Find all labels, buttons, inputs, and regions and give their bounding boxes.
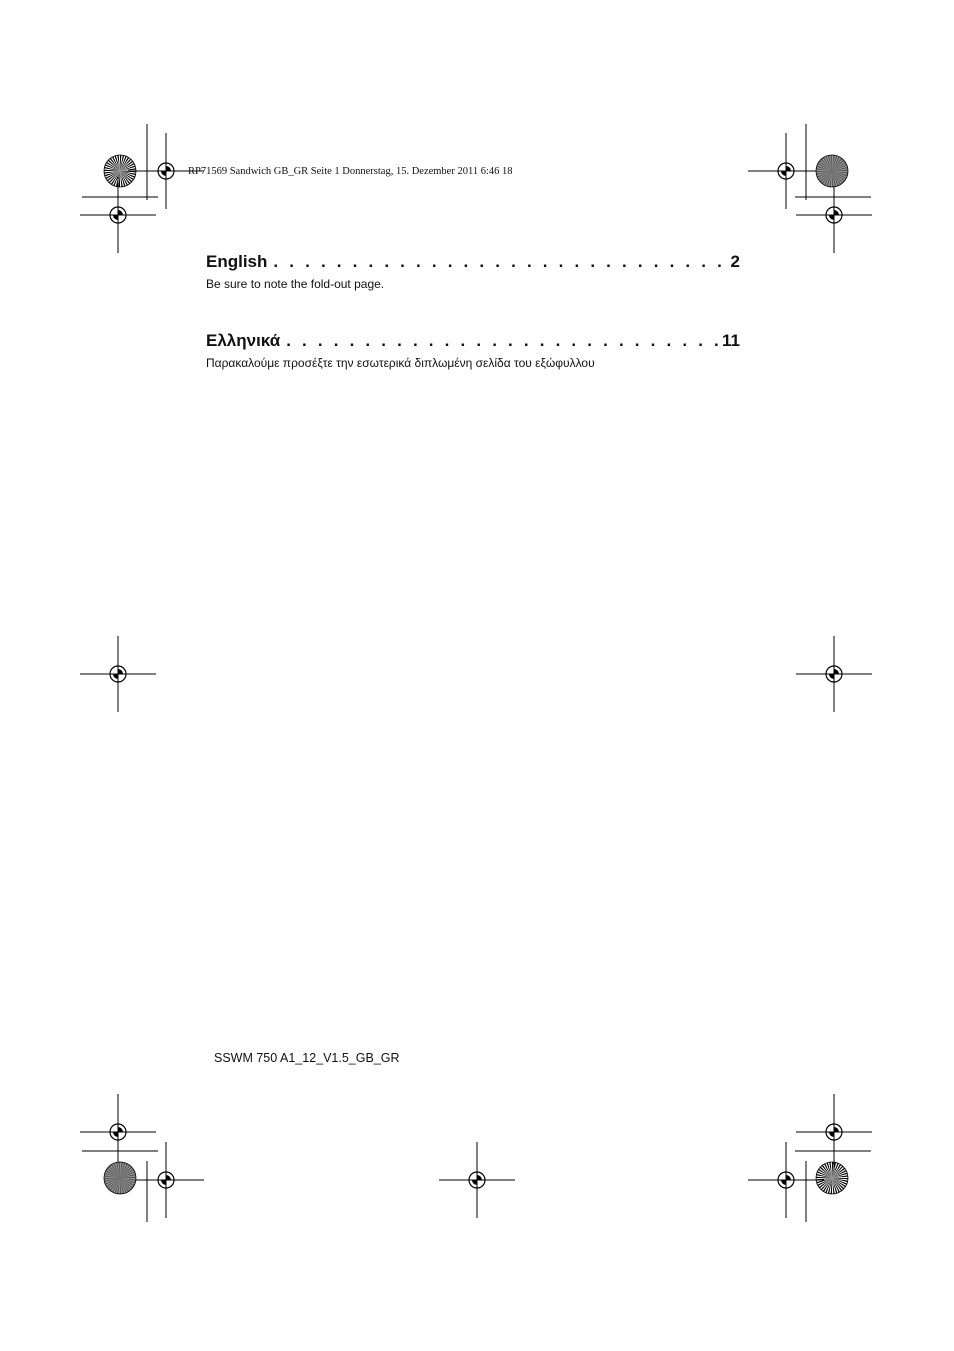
- toc-leader-dots: [273, 252, 726, 272]
- registration-mark-icon: [80, 177, 156, 253]
- registration-mark-icon: [80, 133, 872, 1218]
- toc-leader-dots: [286, 331, 718, 351]
- toc-entry-english: [206, 252, 740, 291]
- color-target-icon: [816, 155, 848, 187]
- registration-mark-icon: [439, 1142, 515, 1218]
- registration-mark-icon: [796, 177, 872, 253]
- color-target-icon: [816, 1162, 848, 1194]
- document-code: SSWM 750 A1_12_V1.5_GB_GR: [214, 1051, 400, 1065]
- color-target-icon: [104, 155, 136, 187]
- color-target-icon: [104, 1162, 136, 1194]
- file-slug: RP71569 Sandwich GB_GR Seite 1 Donnerstag, 15. Dezember 2011 6:46 18: [188, 166, 513, 177]
- registration-mark-icon: [80, 1094, 156, 1170]
- toc-page-number: 2: [730, 252, 740, 271]
- toc-page-number: 11: [722, 331, 740, 350]
- registration-mark-icon: [748, 133, 824, 209]
- toc-note: Be sure to note the fold-out page.: [206, 277, 385, 291]
- registration-mark-icon: [128, 1142, 204, 1218]
- toc-entry-greek: [206, 331, 740, 370]
- registration-mark-icon: [80, 636, 156, 712]
- registration-mark-icon: [796, 636, 872, 712]
- toc-title: English: [206, 252, 268, 271]
- toc-note: Παρακαλούμε προσέξτε την εσωτερικά διπλωμένη σελίδα του εξώφυλλου: [206, 356, 595, 370]
- toc-line: [206, 331, 740, 351]
- registration-mark-icon: [796, 1094, 872, 1170]
- toc-title: Ελληνικά: [206, 331, 281, 350]
- registration-mark-icon: [748, 1142, 824, 1218]
- toc-line: [206, 252, 740, 272]
- color-target-icon: [104, 155, 848, 1194]
